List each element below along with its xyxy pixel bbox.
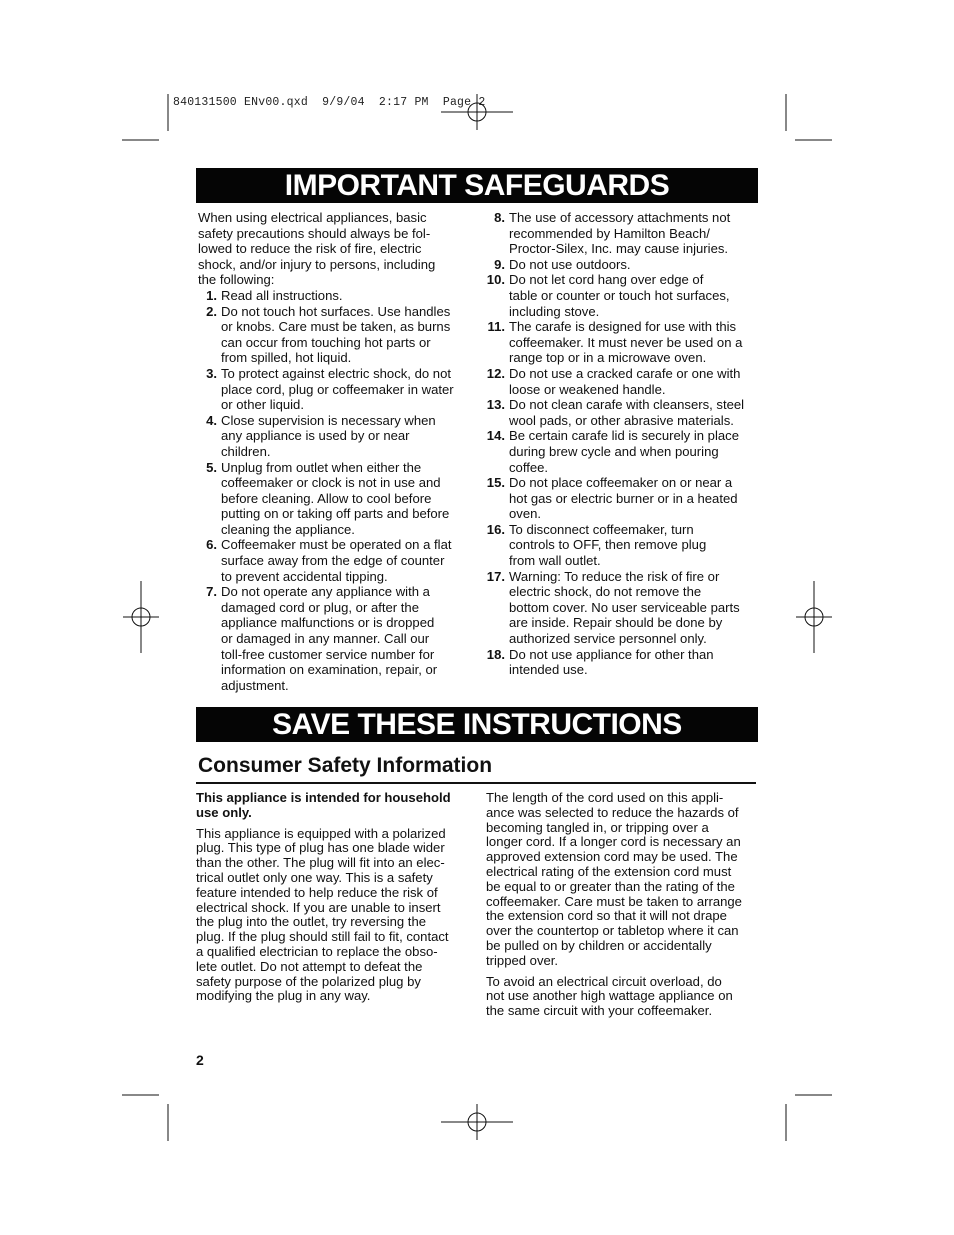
cord-length-paragraph: The length of the cord used on this appli- ance was selected to reduce the hazards of becoming tangled in, or tripping over a longer cord. If a longer cord is necessary an approved extension cord may be used. The electrical rating of the extension cord must be equal to or greater than the rating of the coffeemaker. Care must be taken to arrange the extension cord so that it will not drape over the countertop or tabletop where it can be pulled on by children or accidentally tripped over. (486, 790, 742, 968)
safeguard-item-6: 6. Coffeemaker must be operated on a flat surface away from the edge of counter to prevent accidental tipping. (206, 537, 452, 584)
registration-mark-left (123, 581, 159, 653)
safeguards-intro: When using electrical appliances, basic safety precautions should always be fol- lowed to reduce the risk of fire, electric shock, and/or injury to persons, including the following: (198, 210, 436, 288)
safeguard-item-2: 2. Do not touch hot surfaces. Use handles or knobs. Care must be taken, as burns can occur from touching hot parts or from spilled, hot liquid. (206, 303, 451, 366)
registration-mark-bottom (441, 1104, 513, 1140)
safeguard-item-11: 11. The carafe is designed for use with this coffeemaker. It must never be used on a range top or in a microwave oven. (487, 319, 743, 366)
safeguards-list-left (198, 288, 470, 693)
safeguard-item-12: 12. Do not use a cracked carafe or one with loose or weakened handle. (486, 365, 741, 397)
safeguards-right-column (485, 210, 759, 678)
safeguards-left-column (198, 210, 470, 693)
safeguard-item-8: 8. The use of accessory attachments not recommended by Hamilton Beach/ Proctor-Silex, Inc. may cause injuries. (494, 210, 731, 257)
safeguard-item-13: 13. Do not clean carafe with cleansers, steel wool pads, or other abrasive materials. (486, 397, 745, 428)
safeguard-item-14: 14. Be certain carafe lid is securely in place during brew cycle and when pouring coffee. (486, 428, 739, 475)
safeguard-item-10: 10. Do not let cord hang over edge of table or counter or touch hot surfaces, including stove. (486, 272, 730, 319)
safeguard-item-15: 15. Do not place coffeemaker on or near a hot gas or electric burner or in a heated oven. (486, 475, 738, 522)
consumer-safety-left-column (196, 791, 470, 1010)
safeguards-list-right (485, 210, 759, 678)
consumer-safety-rule (196, 782, 756, 784)
safeguard-item-17: 17. Warning: To reduce the risk of fire or electric shock, do not remove the bottom cover. No user serviceable parts are inside. Repair should be done by authorized service personnel only. (486, 568, 740, 647)
circuit-overload-paragraph: To avoid an electrical circuit overload, do not use another high wattage appliance on the same circuit with your coffeemaker. (486, 973, 733, 1019)
important-safeguards-banner: IMPORTANT SAFEGUARDS (196, 168, 758, 203)
safeguard-item-4: 4. Close supervision is necessary when any appliance is used by or near children. (206, 412, 436, 459)
household-use-heading: This appliance is intended for household use only. (196, 790, 451, 820)
safeguard-item-9: 9. Do not use outdoors. (494, 256, 631, 272)
safeguard-item-7: 7. Do not operate any appliance with a damaged cord or plug, or after the appliance malfunctions or is dropped or damaged in any manner. Call our toll-free customer service number for information on examination, repair, or adjustment. (206, 584, 438, 693)
save-instructions-banner: SAVE THESE INSTRUCTIONS (196, 707, 758, 742)
consumer-safety-title: Consumer Safety Information (198, 754, 493, 777)
safeguard-item-5: 5. Unplug from outlet when either the coffeemaker or clock is not in use and before cleaning. Allow to cool before putting on or taking off parts and before cleaning the appliance. (206, 459, 450, 537)
print-slug: 840131500 ENv00.qxd 9/9/04 2:17 PM Page 2 (173, 96, 486, 109)
page-number: 2 (196, 1052, 204, 1068)
registration-mark-top (441, 94, 513, 130)
polarized-plug-paragraph: This appliance is equipped with a polarized plug. This type of plug has one blade wider than the other. The plug will fit into an elec- trical outlet only one way. This is a safety feature intended to help reduce the risk of electrical shock. If you are unable to insert the plug into the outlet, try reversing the plug. If the plug should still fail to fit, contact a qualified electrician to replace the obso- lete outlet. Do not attempt to defeat the safety purpose of the polarized plug by modifying the plug in any way. (196, 825, 449, 1004)
safeguard-item-16: 16. To disconnect coffeemaker, turn controls to OFF, then remove plug from wall outlet. (486, 521, 707, 569)
safeguard-item-1: 1. Read all instructions. (206, 287, 343, 303)
safeguard-item-3: 3. To protect against electric shock, do not place cord, plug or coffeemaker in water or other liquid. (206, 365, 454, 413)
consumer-safety-right-column (486, 791, 758, 1025)
registration-mark-right (796, 581, 832, 653)
safeguard-item-18: 18. Do not use appliance for other than intended use. (486, 646, 714, 678)
